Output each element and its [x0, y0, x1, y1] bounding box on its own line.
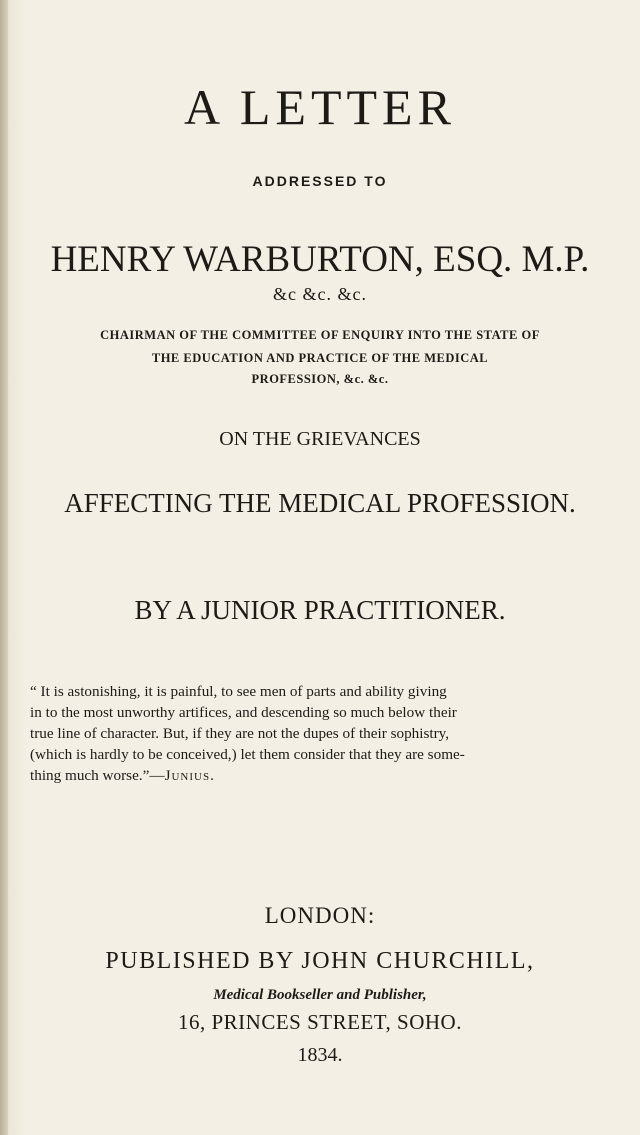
imprint-address: 16, PRINCES STREET, SOHO.	[178, 1010, 462, 1034]
recipient-etc: &c &c. &c.	[273, 284, 367, 304]
document-title: A LETTER	[184, 79, 456, 135]
epigraph-line-4: (which is hardly to be conceived,) let them consider that they are some-	[30, 746, 465, 763]
author-line: BY A JUNIOR PRACTITIONER.	[134, 595, 506, 625]
epigraph-line-1: “ It is astonishing, it is painful, to see men of parts and ability giving	[30, 683, 447, 700]
imprint-city: LONDON:	[264, 903, 376, 928]
subject-intro: ON THE GRIEVANCES	[219, 428, 421, 450]
epigraph-line-5	[30, 765, 615, 786]
epigraph-last-text: thing much worse.”—	[30, 767, 165, 784]
imprint-year: 1834.	[297, 1044, 343, 1066]
epigraph-line-2: in to the most unworthy artifices, and descending so much below their	[30, 704, 457, 721]
subject-main: AFFECTING THE MEDICAL PROFESSION.	[64, 488, 576, 518]
addressed-to-line: ADDRESSED TO	[252, 173, 388, 189]
recipient-name: HENRY WARBURTON, ESQ. M.P.	[50, 239, 590, 280]
epigraph-line-3: true line of character. But, if they are not the dupes of their sophistry,	[30, 725, 450, 742]
imprint-trade: Medical Bookseller and Publisher,	[213, 987, 427, 1003]
epigraph	[30, 681, 615, 786]
recipient-role-line-1: CHAIRMAN OF THE COMMITTEE OF ENQUIRY INTO THE STATE OF	[100, 328, 540, 342]
epigraph-attribution: Junius.	[164, 767, 215, 784]
recipient-role-line-3: PROFESSION, &c. &c.	[251, 372, 389, 386]
imprint-publisher: PUBLISHED BY JOHN CHURCHILL,	[105, 948, 535, 974]
recipient-role-line-2: THE EDUCATION AND PRACTICE OF THE MEDICAL	[151, 351, 489, 365]
